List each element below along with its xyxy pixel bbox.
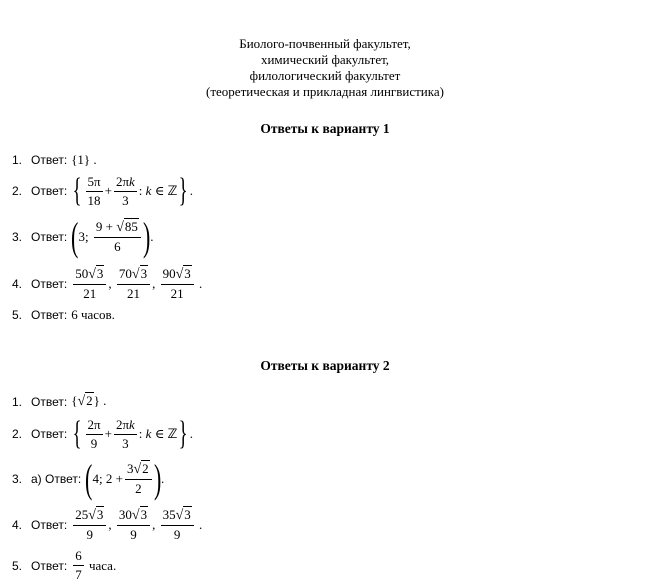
variant-1-title: Ответы к варианту 1: [260, 121, 390, 136]
header-line-4: (теоретическая и прикладная лингвистика): [206, 84, 444, 99]
answer-label: Ответ:: [31, 427, 68, 441]
v1-answer-1: [12, 152, 97, 168]
answer-label: Ответ:: [31, 558, 68, 573]
v2-answer-5: [12, 549, 116, 582]
answer-formula: {√2} .: [71, 393, 107, 409]
item-number: 1.: [12, 394, 23, 409]
item-number: 4.: [12, 518, 23, 532]
v1-answer-4: [12, 267, 202, 301]
item-number: 2.: [12, 427, 23, 441]
header-line-3: филологический факультет: [249, 68, 401, 83]
answer-formula: 6 часов.: [71, 307, 115, 322]
v2-answer-4: [12, 508, 202, 542]
v2-answer-1: [12, 393, 106, 410]
item-number: 3.: [12, 472, 23, 486]
answer-label: Ответ:: [31, 230, 68, 244]
answer-formula: $\frac{6}{7}$ часа.: [75, 548, 117, 582]
header-line-1: Биолого-почвенный факультет,: [239, 36, 411, 51]
faculty-header: [0, 36, 650, 100]
item-number: 2.: [12, 184, 23, 198]
v2-answer-3: [12, 456, 165, 501]
answer-formula: { $\frac{5\pi}{18}$ + $\frac{2\pi k}{3}$ : k ∈ ℤ } .: [72, 172, 193, 209]
v1-answer-2: [12, 174, 193, 208]
item-number: 5.: [12, 558, 23, 573]
answer-formula: $\frac{25√3}{9}$ , $\frac{30√3}{9}$ , $\frac{35√3}{9}$ .: [75, 507, 203, 542]
variant-2-title: Ответы к варианту 2: [260, 358, 390, 373]
item-number: 5.: [12, 308, 23, 322]
answer-label: а) Ответ:: [31, 472, 82, 486]
answer-label: Ответ:: [31, 153, 68, 167]
answer-formula: $\frac{50√3}{21}$ , $\frac{70√3}{21}$ , $\frac{90√3}{21}$ .: [75, 266, 203, 301]
v1-answer-3: [12, 214, 154, 259]
answer-label: Ответ:: [31, 184, 68, 198]
v1-answer-5: [12, 307, 115, 323]
answer-formula: {1} .: [71, 152, 97, 167]
v2-answer-2: [12, 417, 193, 451]
item-number: 3.: [12, 230, 23, 244]
header-line-2: химический факультет,: [260, 52, 390, 67]
answer-formula: ( 4; 2 + $\frac{3√2}{2}$ ) .: [85, 456, 165, 501]
answer-formula: ( 3; $\frac{9 + √85}{6}$ ) .: [71, 214, 154, 259]
answer-label: Ответ:: [31, 394, 68, 409]
item-number: 4.: [12, 277, 23, 291]
answer-label: Ответ:: [31, 277, 68, 291]
item-number: 1.: [12, 153, 23, 167]
answer-label: Ответ:: [31, 518, 68, 532]
answer-label: Ответ:: [31, 308, 68, 322]
answer-formula: { $\frac{2\pi}{9}$ + $\frac{2\pi k}{3}$ : k ∈ ℤ } .: [72, 415, 193, 452]
